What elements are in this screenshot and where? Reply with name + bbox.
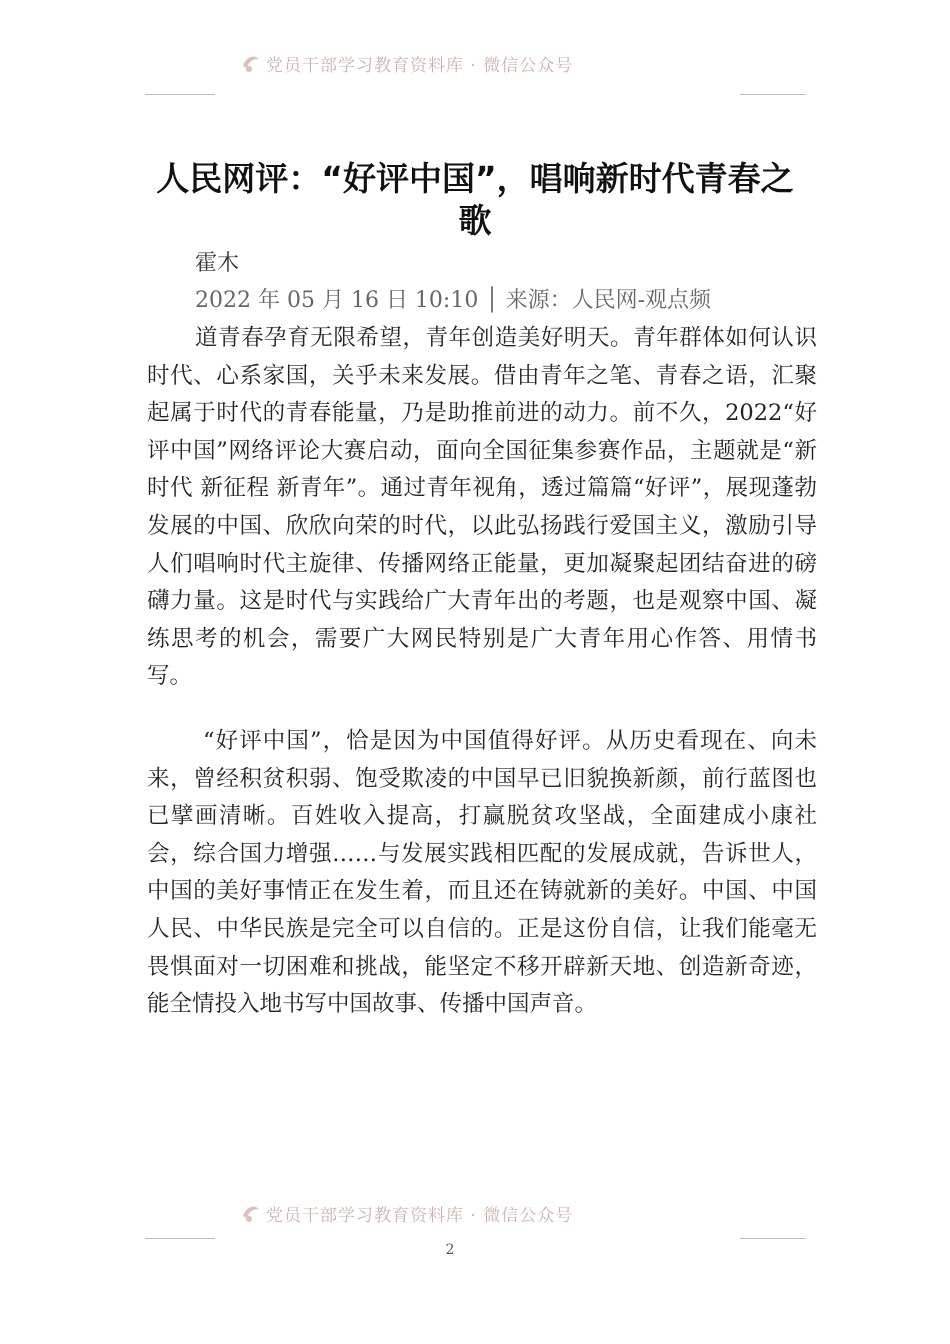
- page-header: [0, 40, 950, 100]
- watermark-logo-icon: [240, 52, 262, 74]
- footer-watermark: [240, 1202, 710, 1224]
- footer-rule-left: [145, 1238, 215, 1239]
- footer-watermark-text: 党员干部学习教育资料库 · 微信公众号: [266, 1206, 574, 1224]
- page-number: 2: [445, 1242, 455, 1258]
- article-author: 霍木: [195, 251, 240, 276]
- article-title: 人民网评：“好评中国”，唱响新时代青春之歌: [156, 159, 794, 240]
- header-watermark-text: 党员干部学习教育资料库 · 微信公众号: [266, 56, 574, 74]
- page-footer: [0, 1196, 950, 1256]
- article-dateline: 2022 年 05 月 16 日 10:10 │ 来源：人民网-观点频: [195, 288, 712, 313]
- header-rule-left: [145, 94, 215, 95]
- header-watermark: [240, 52, 710, 74]
- watermark-logo-icon: [240, 1202, 262, 1224]
- footer-rule-right: [740, 1238, 806, 1239]
- article-paragraph: 道青春孕育无限希望，青年创造美好明天。青年群体如何认识时代、心系家国，关乎未来发展。借由青年之笔、青春之语，汇聚起属于时代的青春能量，乃是助推前进的动力。前不久，2022“好评中国”网络评论大赛启动，面向全国征集参赛作品，主题就是“新时代 新征程 新青年”。通过青年视角，透过篇篇“好评”，展现蓬勃发展的中国、欣欣向荣的时代，以此弘扬践行爱国主义，激励引导人们唱响时代主旋律、传播网络正能量，更加凝聚起团结奋进的磅礴力量。这是时代与实践给广大青年出的考题，也是观察中国、凝练思考的机会，需要广大网民特别是广大青年用心作答、用情书写。: [147, 325, 817, 690]
- header-rule-right: [740, 94, 806, 95]
- article-paragraph: “好评中国”，恰是因为中国值得好评。从历史看现在、向未来，曾经积贫积弱、饱受欺凌的中国早已旧貌换新颜，前行蓝图也已擘画清晰。百姓收入提高，打赢脱贫攻坚战，全面建成小康社会，综合国力增强……与发展实践相匹配的发展成就，告诉世人，中国的美好事情正在发生着，而且还在铸就新的美好。中国、中国人民、中华民族是完全可以自信的。正是这份自信，让我们能毫无畏惧面对一切困难和挑战，能坚定不移开辟新天地、创造新奇迹，能全情投入地书写中国故事、传播中国声音。: [147, 728, 817, 1018]
